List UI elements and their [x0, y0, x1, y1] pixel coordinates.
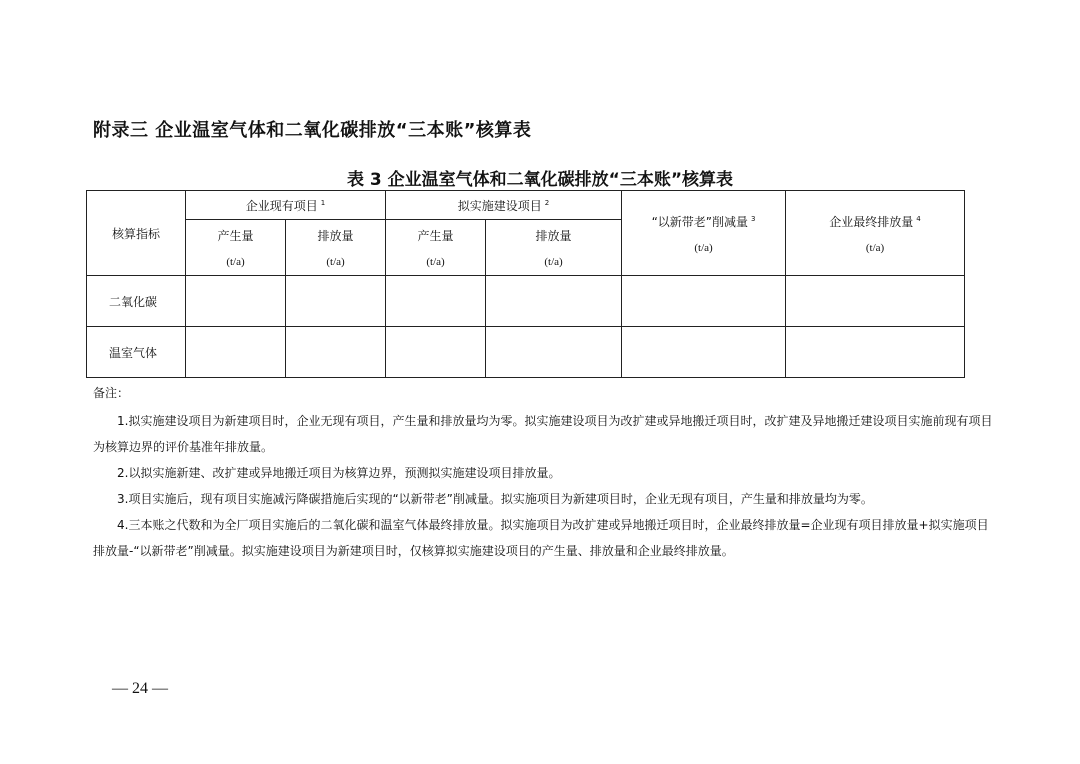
empty-cell — [486, 276, 622, 327]
notes-list — [93, 408, 998, 564]
indicator-header: 核算指标 — [87, 191, 186, 276]
planned-production-header: 产生量 (t/a) — [386, 220, 486, 276]
note-item: 2.以拟实施新建、改扩建或异地搬迁项目为核算边界，预测拟实施建设项目排放量。 — [117, 466, 561, 480]
table-row-co2 — [87, 276, 965, 327]
empty-cell — [286, 327, 386, 378]
empty-cell — [286, 276, 386, 327]
table-caption: 表 3 企业温室气体和二氧化碳排放“三本账”核算表 — [346, 170, 733, 190]
existing-production-header: 产生量 (t/a) — [186, 220, 286, 276]
notes-title: 备注： — [93, 386, 130, 400]
empty-cell — [486, 327, 622, 378]
table-header-row — [87, 191, 965, 220]
planned-emission-header: 排放量 (t/a) — [486, 220, 622, 276]
row-label: 二氧化碳 — [87, 276, 186, 327]
empty-cell — [386, 276, 486, 327]
note-item: 3.项目实施后，现有项目实施减污降碳措施后实现的“以新带老”削减量。拟实施项目为新建项目时，企业无现有项目，产生量和排放量均为零。 — [117, 492, 873, 506]
empty-cell — [186, 276, 286, 327]
empty-cell — [786, 276, 965, 327]
planned-project-header: 拟实施建设项目 $^2$ — [386, 191, 622, 220]
empty-cell — [186, 327, 286, 378]
reduction-header: “以新带老”削减量 $^3$ (t/a) — [622, 191, 786, 276]
empty-cell — [622, 276, 786, 327]
empty-cell — [786, 327, 965, 378]
row-label: 温室气体 — [87, 327, 186, 378]
table-row-ghg — [87, 327, 965, 378]
note-item: 1.拟实施建设项目为新建项目时，企业无现有项目，产生量和排放量均为零。拟实施建设项目为改扩建或异地搬迁项目时，改扩建及异地搬迁建设项目实施前现有项目为核算边界的评价基准年排放量。 — [93, 414, 993, 454]
existing-emission-header: 排放量 (t/a) — [286, 220, 386, 276]
empty-cell — [386, 327, 486, 378]
appendix-title: 附录三 企业温室气体和二氧化碳排放“三本账”核算表 — [93, 120, 532, 141]
page-number: — 24 — — [112, 680, 168, 697]
final-emission-header: 企业最终排放量 $^4$ (t/a) — [786, 191, 965, 276]
existing-project-header: 企业现有项目 $^1$ — [186, 191, 386, 220]
note-item: 4.三本账之代数和为全厂项目实施后的二氧化碳和温室气体最终排放量。拟实施项目为改扩建或异地搬迁项目时，企业最终排放量=企业现有项目排放量+拟实施项目排放量-“以新带老”削减量。拟实施建设项目为新建项目时，仅核算拟实施建设项目的产生量、排放量和企业最终排放量。 — [93, 518, 989, 558]
empty-cell — [622, 327, 786, 378]
carbon-ledger-table — [86, 190, 965, 378]
